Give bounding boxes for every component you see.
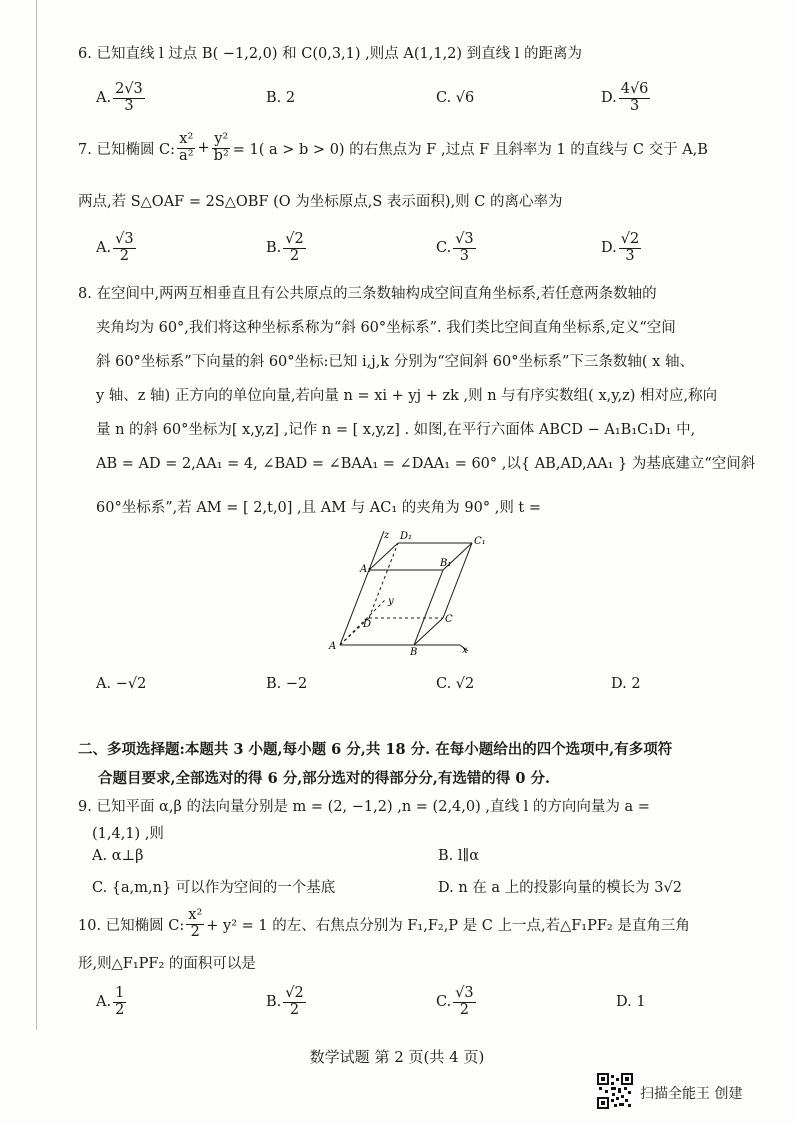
- q8-line2: 夹角均为 60°,我们将这种坐标系称为“斜 60°坐标系”. 我们类比空间直角坐标系,定义“空间: [96, 320, 676, 336]
- q6-options: [96, 76, 746, 120]
- q8-line5: 量 n 的斜 60°坐标为[ x,y,z] ,记作 n = [ x,y,z] . 如图,在平行六面体 ABCD − A₁B₁C₁D₁ 中,: [96, 422, 696, 438]
- fig-label-d1: D₁: [400, 531, 413, 542]
- q6-option-d: D. $\frac{4√6}{3}$: [601, 80, 649, 114]
- q10-option-d: D. 1: [616, 994, 646, 1010]
- q9-option-b: B. l∥α: [438, 848, 480, 864]
- q8-option-c: C. √2: [436, 676, 475, 692]
- q9-line1: 9. 已知平面 α,β 的法向量分别是 m = (2, −1,2) ,n = (2,4,0) ,直线 l 的方向向量为 a =: [78, 799, 650, 815]
- fig-label-z: z: [384, 530, 390, 541]
- fig-label-d: D: [363, 619, 372, 630]
- fig-label-c: C: [445, 614, 453, 625]
- fig-label-y: y: [388, 596, 394, 607]
- q7-option-d: D. $\frac{√2}{3}$: [601, 230, 640, 264]
- parallelepiped-figure: [325, 528, 495, 660]
- q9-option-c: C. {a,m,n} 可以作为空间的一个基底: [92, 880, 336, 896]
- fig-label-b: B: [410, 647, 418, 658]
- scan-watermark: 扫描全能王 创建: [640, 1086, 743, 1102]
- section2-heading-line2: 合题目要求,全部选对的得 6 分,部分选对的得部分分,有选错的得 0 分.: [98, 770, 551, 787]
- q10-stem: 10. 已知椭圆 C: $\frac{\text{x²}}{2}$ + y² = 1 的左、右焦点分别为 F₁,F₂,P 是 C 上一点,若△F₁PF₂ 是直角三角: [78, 907, 690, 940]
- q9-option-a: A. α⊥β: [92, 848, 144, 864]
- q7-line2: 两点,若 S△OAF = 2S△OBF (O 为坐标原点,S 表示面积),则 C 的离心率为: [78, 194, 563, 210]
- q8-option-b: B. −2: [266, 676, 308, 692]
- q8-line4: y 轴、z 轴) 正方向的单位向量,若向量 n = xi + yj + zk ,则 n 与有序实数组( x,y,z) 相对应,称向: [96, 388, 718, 404]
- q6-option-c: C. √6: [436, 90, 475, 106]
- fig-label-x: x: [462, 645, 468, 656]
- q9-line2: (1,4,1) ,则: [92, 826, 164, 842]
- page-margin-line: [36, 0, 37, 1030]
- q8-option-d: D. 2: [611, 676, 641, 692]
- q7-option-a: A. $\frac{√3}{2}$: [96, 230, 134, 264]
- q8-options: [96, 664, 746, 704]
- fig-label-b1: B₁: [440, 558, 452, 569]
- q7-stem: 7. 已知椭圆 C: $\frac{\text{x²}}{\text{a²}}$ + $\frac{\text{y²}}{\text{b²}}$ = 1( a > b > 0) 的右焦点为 F ,过点 F 且斜率为 1 的直线与 C 交于 A,B: [78, 131, 708, 164]
- q10-line2: 形,则△F₁PF₂ 的面积可以是: [78, 956, 256, 972]
- q10-option-c: C. $\frac{√3}{2}$: [436, 984, 474, 1018]
- fig-label-a1: A₁: [360, 564, 372, 575]
- q8-option-a: A. −√2: [96, 676, 147, 692]
- q8-line6: AB = AD = 2,AA₁ = 4, ∠BAD = ∠BAA₁ = ∠DAA₁ = 60° ,以{ AB,AD,AA₁ } 为基底建立“空间斜: [96, 456, 756, 472]
- q10-option-a: A. $\frac{1}{2}$: [96, 984, 125, 1018]
- q6-stem: 6. 已知直线 l 过点 B( −1,2,0) 和 C(0,3,1) ,则点 A(1,1,2) 到直线 l 的距离为: [78, 46, 583, 62]
- q7-option-b: B. $\frac{√2}{2}$: [266, 230, 304, 264]
- q7-option-c: C. $\frac{√3}{3}$: [436, 230, 474, 264]
- q7-options: [96, 226, 746, 270]
- fig-label-c1: C₁: [474, 536, 486, 547]
- q8-line1: 8. 在空间中,两两互相垂直且有公共原点的三条数轴构成空间直角坐标系,若任意两条数轴的: [78, 286, 657, 302]
- q8-line3: 斜 60°坐标系”下向量的斜 60°坐标:已知 i,j,k 分别为“空间斜 60°坐标系”下三条数轴( x 轴、: [96, 354, 694, 370]
- q8-line7: 60°坐标系”,若 AM = [ 2,t,0] ,且 AM 与 AC₁ 的夹角为 90° ,则 t =: [96, 500, 542, 516]
- section2-heading: 二、多项选择题:本题共 3 小题,每小题 6 分,共 18 分. 在每小题给出的四个选项中,有多项符: [78, 741, 673, 758]
- qr-code-icon: [597, 1073, 633, 1109]
- q9-option-d: D. n 在 a 上的投影向量的模长为 3√2: [438, 880, 682, 896]
- q6-option-a: A. $\frac{2√3}{3}$: [96, 80, 143, 114]
- fig-label-a: A: [329, 641, 337, 652]
- q10-options: [96, 980, 746, 1024]
- q6-option-b: B. 2: [266, 90, 296, 106]
- q10-option-b: B. $\frac{√2}{2}$: [266, 984, 304, 1018]
- page-footer: 数学试题 第 2 页(共 4 页): [309, 1048, 485, 1066]
